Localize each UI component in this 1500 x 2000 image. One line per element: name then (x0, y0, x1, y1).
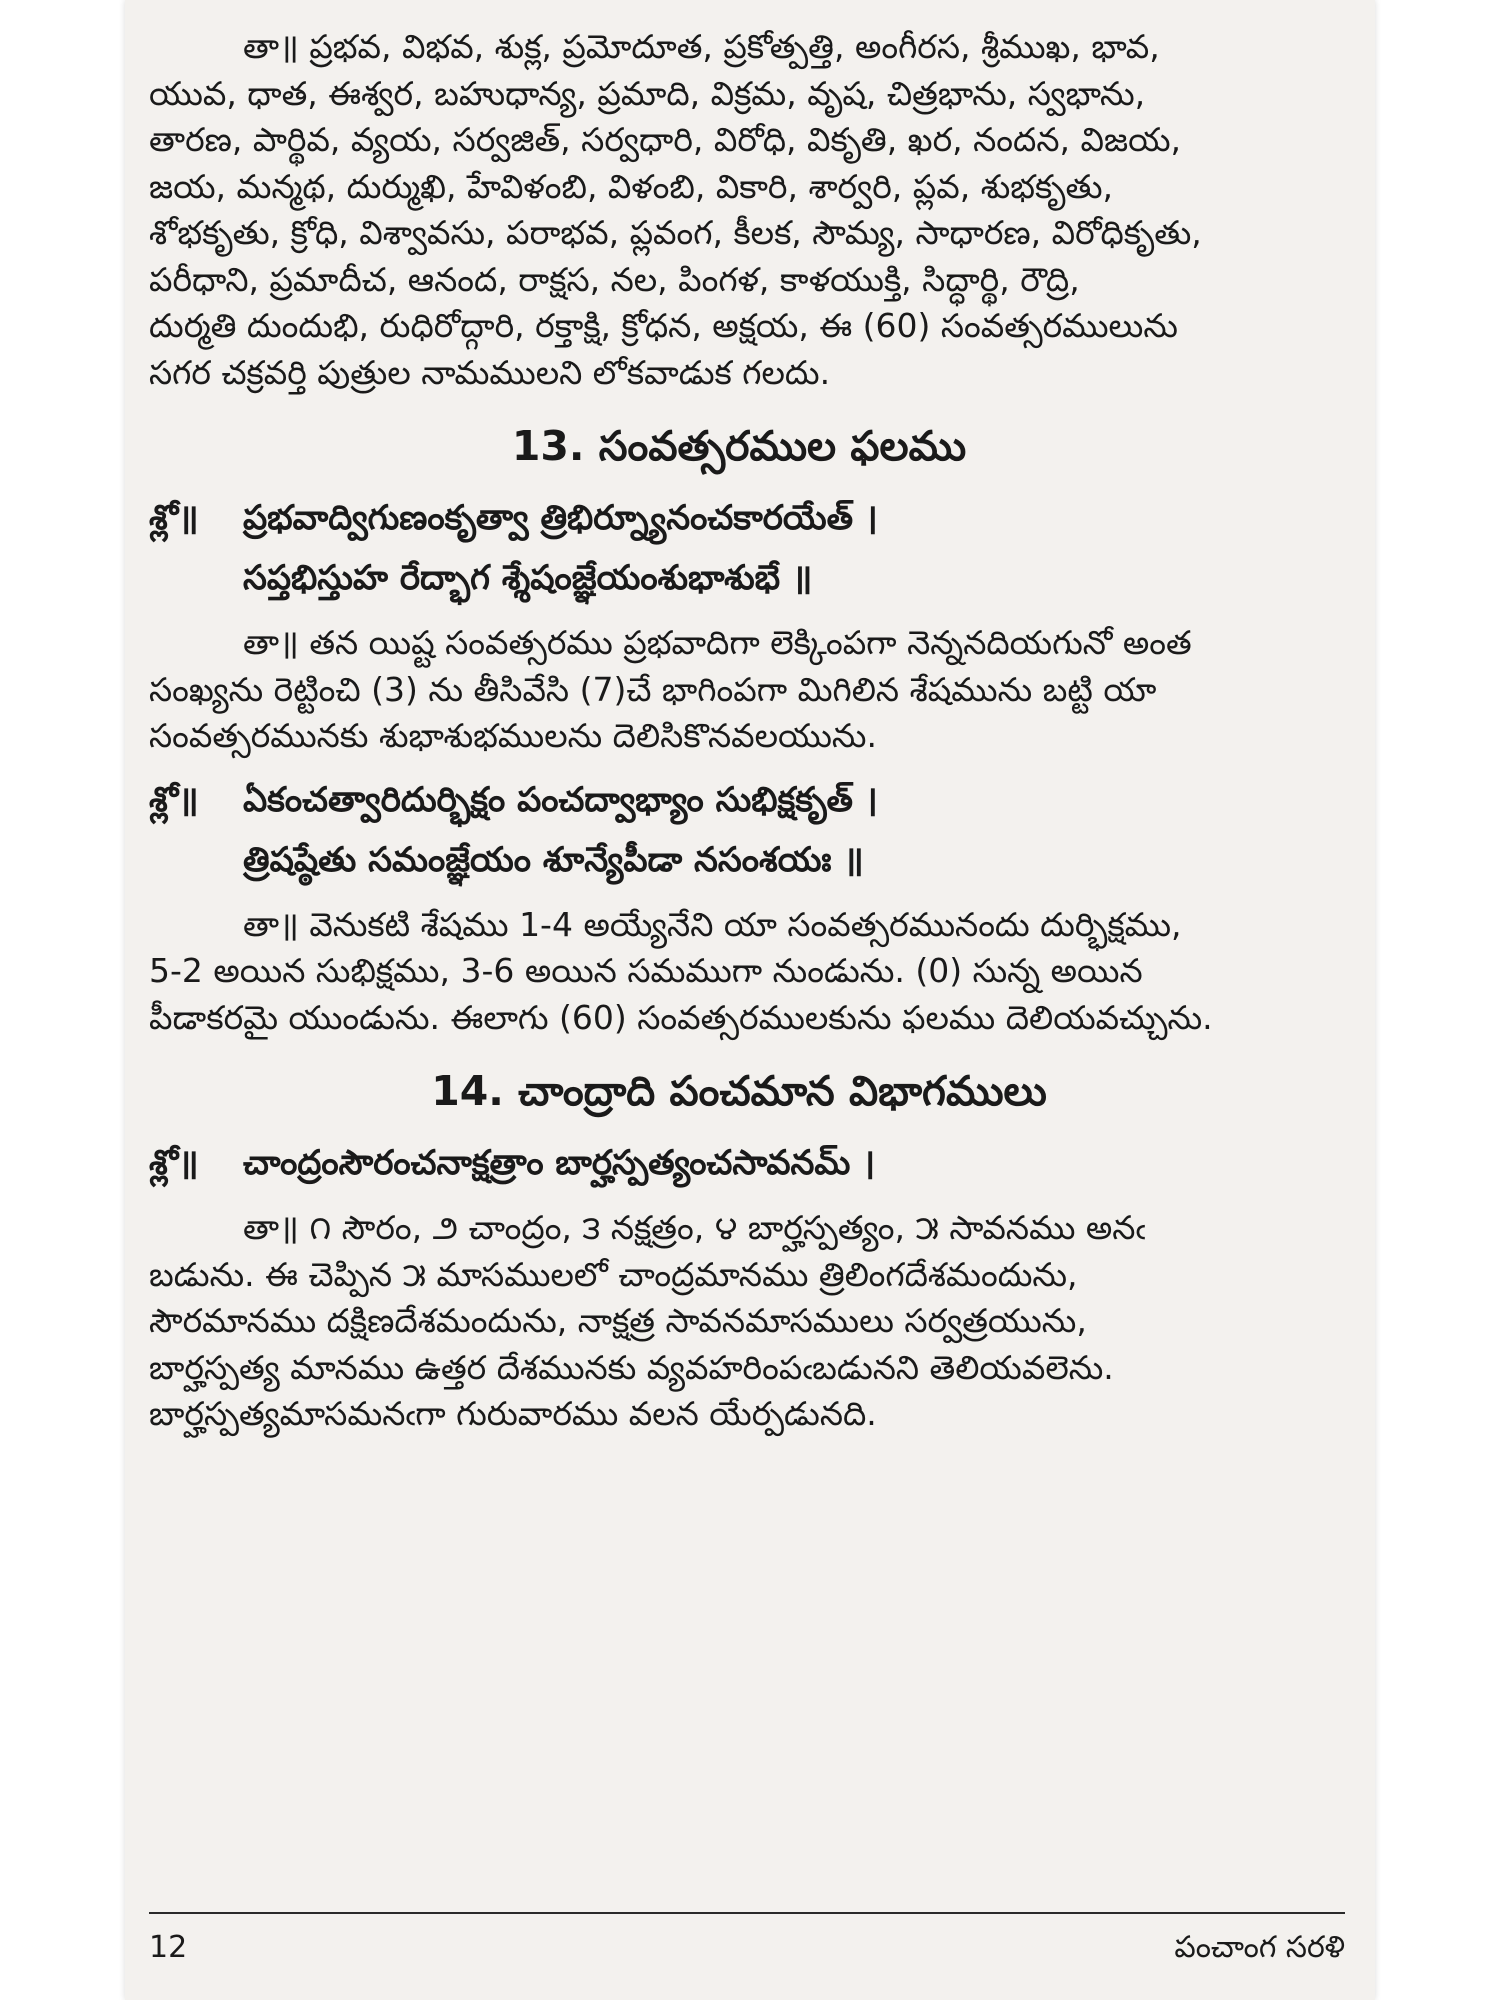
text-line: తా॥ ప్రభవ, విభవ, శుక్ల, ప్రమోదూత, ప్రకోత్పత్తి, అంగీరస, శ్రీముఖ, భావ, (243, 27, 1160, 66)
sloka-line (149, 830, 1329, 890)
text-line: బార్హస్పత్య మానము ఉత్తర దేశమునకు వ్యవహరింపఁబడునని తెలియవలెను. (149, 1347, 1114, 1387)
text-line: తారణ, పార్థివ, వ్యయ, సర్వజిత్, సర్వధారి, విరోధి, వికృతి, ఖర, నందన, విజయ, (149, 120, 1181, 159)
paragraph-sloka1-meaning (149, 620, 1329, 760)
text-line: తా॥ ౧ సౌరం, ౨ చాంద్రం, ౩ నక్షత్రం, ౪ బార్హస్పత్యం, ౫ సావనము అనఁ (243, 1208, 1146, 1247)
book-page (125, 0, 1375, 2000)
page-number: 12 (149, 1930, 188, 1965)
text-line: జయ, మన్మథ, దుర్ముఖి, హేవిళంబి, విళంబి, వికారి, శార్వరి, ప్లవ, శుభకృతు, (149, 166, 1114, 206)
paragraph-sloka2-meaning (149, 902, 1329, 1042)
sloka-1 (149, 488, 1329, 608)
text-line: 5-2 అయిన సుభిక్షము, 3-6 అయిన సమముగా నుండును. (0) సున్న అయిన (149, 951, 1143, 990)
sloka-line (149, 1133, 1329, 1193)
text-line: సంఖ్యను రెట్టించి (3) ను తీసివేసి (7)చే భాగింపగా మిగిలిన శేషమును బట్టి యా (149, 669, 1157, 709)
paragraph-sloka3-meaning (149, 1205, 1329, 1438)
sloka-text: చాంద్రంసౌరంచనాక్షత్రాం బార్హస్పత్యంచసావనమ్ । (243, 1143, 876, 1183)
text-line: తా॥ తన యిష్ట సంవత్సరము ప్రభవాదిగా లెక్కింపగా నెన్ననదియగునో అంత (243, 623, 1192, 662)
sloka-line (149, 488, 1329, 548)
text-line: పీడాకరమై యుండును. ఈలాగు (60) సంవత్సరములకును ఫలము దెలియవచ్చును. (149, 997, 1213, 1037)
text-line: సగర చక్రవర్తి పుత్రుల నామములని లోకవాడుక గలదు. (149, 352, 831, 392)
text-line: యువ, ధాత, ఈశ్వర, బహుధాన్య, ప్రమాది, విక్రమ, వృష, చిత్రభాను, స్వభాను, (149, 73, 1146, 113)
section-heading-13: 13. సంవత్సరముల ఫలము (511, 422, 967, 470)
sloka-text: ఏకంచత్వారిదుర్భిక్షం పంచద్వాభ్యాం సుభిక్షకృత్ । (243, 779, 878, 820)
sloka-text: సప్తభిస్తుహ రేద్భాగ శ్శేషంజ్ఞేయంశుభాశుభే ॥ (243, 558, 813, 598)
text-line: సౌరమానము దక్షిణదేశమందును, నాక్షత్ర సావనమాసములు సర్వత్రయును, (149, 1301, 1087, 1340)
page-footer (149, 1912, 1345, 1968)
paragraph-samvatsara-names (149, 24, 1329, 396)
text-line: బార్హస్పత్యమాసమనఁగా గురువారము వలన యేర్పడునది. (149, 1394, 877, 1433)
section-heading-14: 14. చాంద్రాది పంచమాన విభాగములు (431, 1067, 1047, 1115)
text-line: తా॥ వెనుకటి శేషము 1-4 అయ్యేనేని యా సంవత్సరమునందు దుర్భిక్షము, (243, 904, 1182, 944)
sloka-3 (149, 1133, 1329, 1193)
text-line: దుర్మతి దుందుభి, రుధిరోద్గారి, రక్తాక్షి, క్రోధన, అక్షయ, ఈ (60) సంవత్సరములును (149, 306, 1178, 345)
sloka-text: ప్రభవాద్విగుణంకృత్వా త్రిభిర్న్యూనంచకారయేత్ । (243, 498, 878, 538)
sloka-text: త్రిషష్ఠేతు సమంజ్ఞేయం శూన్యేపీడా నసంశయః ॥ (243, 839, 864, 880)
sloka-line (149, 548, 1329, 608)
sloka-line (149, 770, 1329, 830)
text-line: శోభకృతు, క్రోధి, విశ్వావసు, పరాభవ, ప్లవంగ, కీలక, సౌమ్య, సాధారణ, విరోధికృతు, (149, 213, 1202, 252)
sloka-2 (149, 770, 1329, 890)
text-line: పరీధాని, ప్రమాదీచ, ఆనంద, రాక్షస, నల, పింగళ, కాళయుక్తి, సిద్ధార్థి, రౌద్రి, (149, 259, 1080, 299)
text-line: సంవత్సరమునకు శుభాశుభములను దెలిసికొనవలయును. (149, 716, 877, 755)
sloka-marker: శ్లో॥ (149, 779, 199, 820)
sloka-marker: శ్లో॥ (149, 498, 199, 538)
page-content (149, 24, 1329, 1448)
text-line: బడును. ఈ చెప్పిన ౫ మాసములలో చాంద్రమానము త్రిలింగదేశమందును, (149, 1254, 1078, 1294)
sloka-marker: శ్లో॥ (149, 1143, 199, 1183)
book-title: పంచాంగ సరళి (1174, 1930, 1345, 1965)
